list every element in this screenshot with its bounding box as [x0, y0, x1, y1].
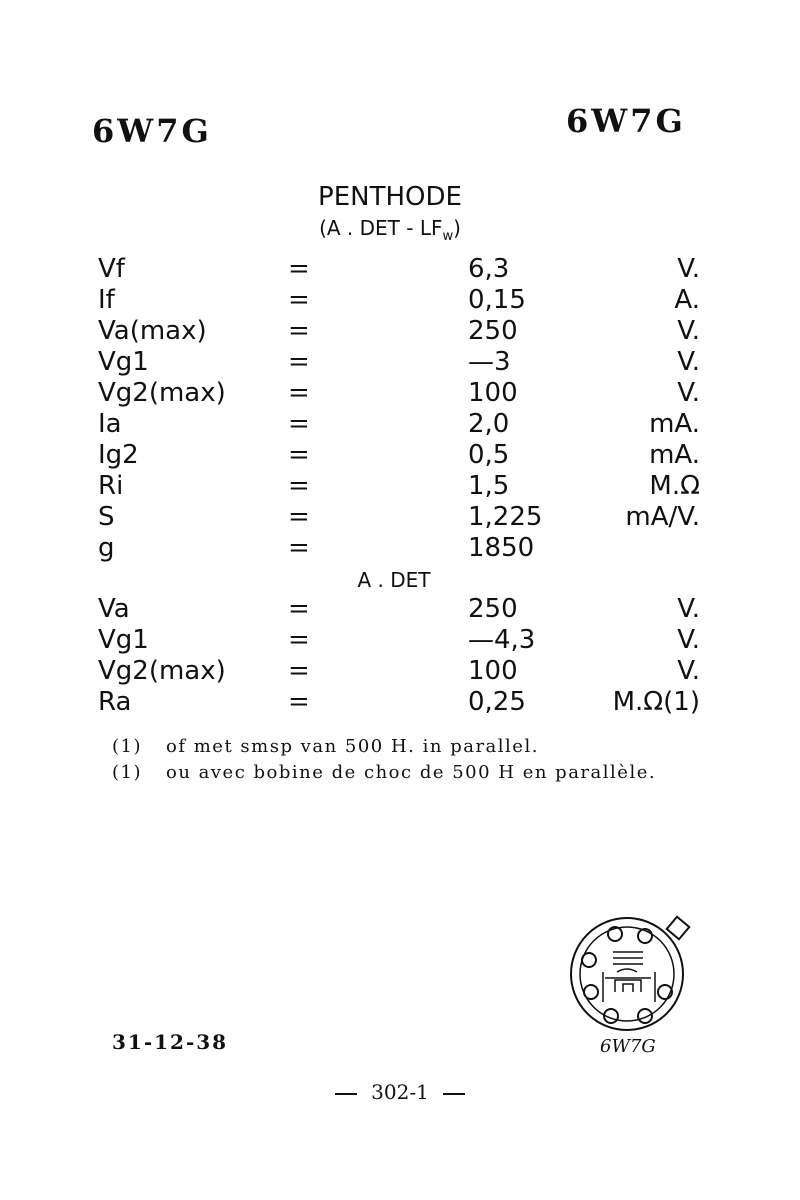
- param-row: [0, 316, 800, 346]
- param-symbol: Vg2(max): [98, 656, 226, 686]
- param-symbol: Vg1: [98, 347, 149, 377]
- tube-type-right: 6W7G: [566, 102, 686, 140]
- equals-sign: =: [288, 285, 310, 315]
- equals-sign: =: [288, 347, 310, 377]
- param-symbol: Ig2: [98, 440, 139, 470]
- param-symbol: Vg1: [98, 625, 149, 655]
- footnote-text: ou avec bobine de choc de 500 H en parallèle.: [166, 762, 657, 783]
- param-row: [0, 625, 800, 655]
- param-row: [0, 409, 800, 439]
- electrode-lines: [605, 952, 651, 992]
- param-unit: V.: [677, 625, 700, 655]
- param-symbol: Ia: [98, 409, 122, 439]
- tube-type-left: 6W7G: [92, 112, 212, 150]
- pin: [638, 1009, 652, 1023]
- param-row: [0, 440, 800, 470]
- param-value: 0,5: [468, 440, 510, 470]
- pin: [582, 953, 596, 967]
- param-symbol: Vf: [98, 254, 125, 284]
- equals-sign: =: [288, 625, 310, 655]
- param-row: [0, 594, 800, 624]
- param-symbol: Va: [98, 594, 130, 624]
- equals-sign: =: [288, 502, 310, 532]
- page-title: PENTHODE: [318, 182, 462, 212]
- param-value: —3: [468, 347, 511, 377]
- param-value: 6,3: [468, 254, 510, 284]
- subtitle-close: ): [453, 216, 461, 240]
- param-value: 2,0: [468, 409, 510, 439]
- section-heading-det: A . DET: [357, 568, 431, 592]
- param-value: 0,25: [468, 687, 526, 717]
- param-row: [0, 656, 800, 686]
- param-row: [0, 347, 800, 377]
- equals-sign: =: [288, 594, 310, 624]
- param-row: [0, 254, 800, 284]
- param-unit: mA/V.: [625, 502, 700, 532]
- param-symbol: Vg2(max): [98, 378, 226, 408]
- param-value: 100: [468, 378, 518, 408]
- param-value: 100: [468, 656, 518, 686]
- footnote-french: [112, 762, 656, 783]
- param-unit: M.Ω(1): [612, 687, 700, 717]
- param-unit: M.Ω: [649, 471, 700, 501]
- param-symbol: Ri: [98, 471, 124, 501]
- pin: [584, 985, 598, 999]
- param-unit: mA.: [649, 440, 700, 470]
- param-unit: V.: [677, 254, 700, 284]
- date: 31-12-38: [112, 1030, 229, 1054]
- param-unit: V.: [677, 316, 700, 346]
- footnote-number: (1): [112, 736, 142, 757]
- envelope-lines: [603, 972, 655, 1002]
- param-unit: V.: [677, 594, 700, 624]
- param-row: [0, 533, 800, 563]
- param-unit: A.: [674, 285, 700, 315]
- page-number: [0, 1080, 800, 1104]
- subtitle-subscript: w: [442, 229, 454, 244]
- equals-sign: =: [288, 533, 310, 563]
- diagram-key: [667, 917, 690, 940]
- param-row: [0, 378, 800, 408]
- param-value: 250: [468, 594, 518, 624]
- param-unit: V.: [677, 656, 700, 686]
- param-value: —4,3: [468, 625, 536, 655]
- footnote-text: of met smsp van 500 H. in parallel.: [166, 736, 539, 757]
- equals-sign: =: [288, 656, 310, 686]
- equals-sign: =: [288, 378, 310, 408]
- footnote-dutch: [112, 736, 539, 757]
- param-unit: mA.: [649, 409, 700, 439]
- param-symbol: g: [98, 533, 115, 563]
- diagram-inner-ring: [580, 927, 674, 1021]
- param-row: [0, 687, 800, 717]
- param-value: 1850: [468, 533, 535, 563]
- subtitle-main: (A . DET - LF: [319, 216, 443, 240]
- param-row: [0, 502, 800, 532]
- equals-sign: =: [288, 409, 310, 439]
- param-symbol: If: [98, 285, 115, 315]
- page-number-value: 302-1: [371, 1080, 429, 1104]
- param-unit: V.: [677, 347, 700, 377]
- diagram-label: 6W7G: [600, 1036, 656, 1057]
- param-symbol: Va(max): [98, 316, 207, 346]
- param-value: 1,5: [468, 471, 510, 501]
- dash-left: [335, 1093, 357, 1095]
- param-symbol: S: [98, 502, 115, 532]
- equals-sign: =: [288, 440, 310, 470]
- page-subtitle: [0, 216, 790, 244]
- equals-sign: =: [288, 254, 310, 284]
- param-unit: V.: [677, 378, 700, 408]
- equals-sign: =: [288, 471, 310, 501]
- param-row: [0, 471, 800, 501]
- equals-sign: =: [288, 316, 310, 346]
- param-row: [0, 285, 800, 315]
- param-value: 0,15: [468, 285, 526, 315]
- param-value: 250: [468, 316, 518, 346]
- footnote-number: (1): [112, 762, 142, 783]
- param-value: 1,225: [468, 502, 543, 532]
- param-symbol: Ra: [98, 687, 132, 717]
- equals-sign: =: [288, 687, 310, 717]
- dash-right: [443, 1093, 465, 1095]
- diagram-outer-ring: [571, 918, 683, 1030]
